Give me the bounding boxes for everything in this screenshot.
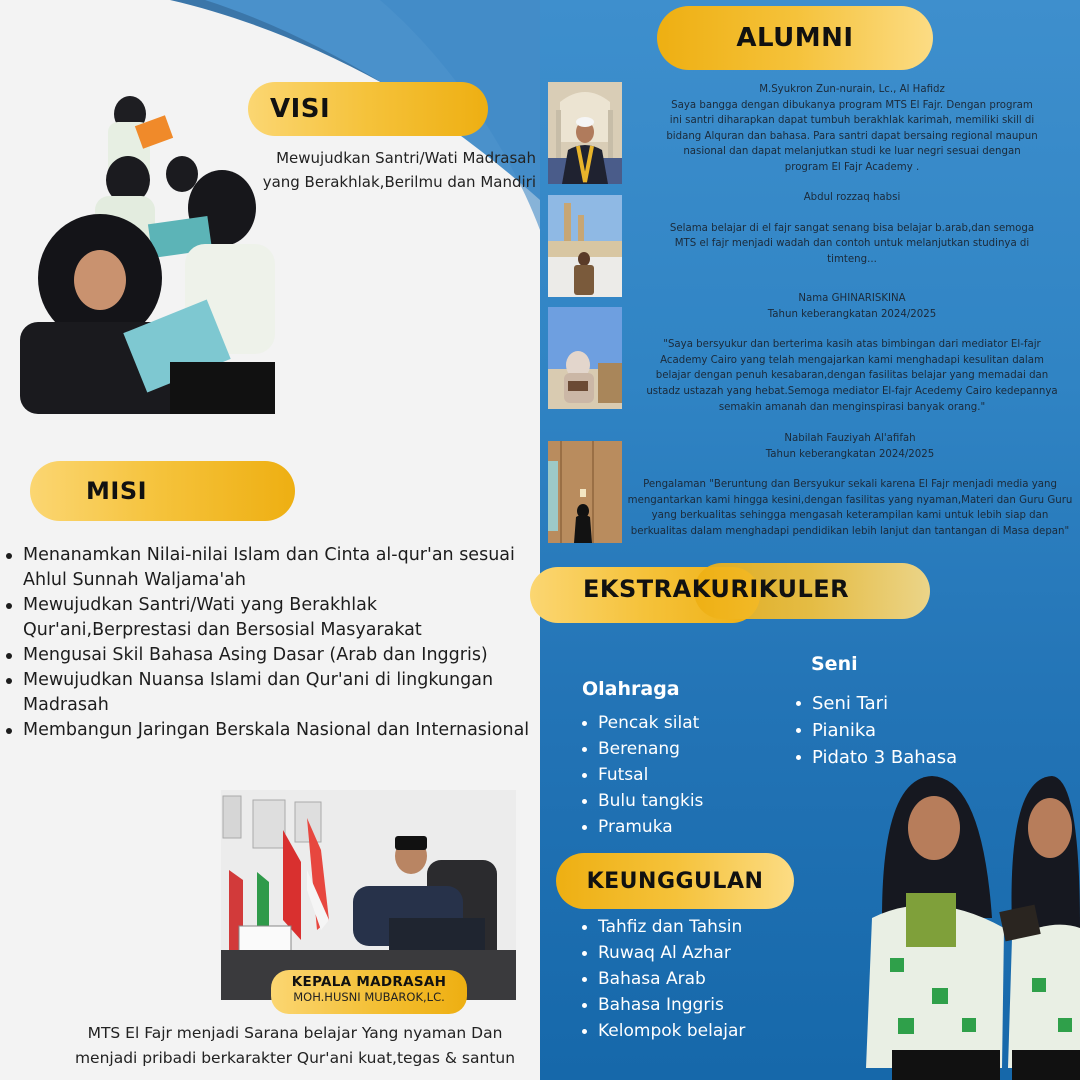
keunggulan-heading-pill — [556, 853, 794, 909]
visi-heading-pill — [248, 82, 488, 136]
alumni-entry-2 — [624, 190, 1080, 267]
misi-heading: MISI — [86, 477, 148, 505]
keunggulan-item: Tahfiz dan Tahsin — [582, 914, 745, 940]
misi-list — [6, 543, 536, 743]
alumni-testimony: Pengalaman "Beruntung dan Bersyukur sekali karena El Fajr menjadi media yang mengantarkan kami hingga kesini,dengan fasilitas yang nyaman,Materi dan Guru Guru yang berkualitas sehingga mengasah keterampilan kami untuk lebih siap dan berkualitas dalam menghadapi pendidikan lebih lanjut dan tantangan di Masa depan" — [627, 479, 1073, 537]
seni-item: Seni Tari — [796, 690, 957, 717]
misi-item: Mengusai Skil Bahasa Asing Dasar (Arab dan Inggris) — [6, 643, 536, 668]
alumni-name: Nama GHINARISKINA — [798, 293, 906, 304]
seni-list — [796, 690, 957, 771]
olahraga-item: Berenang — [582, 736, 703, 762]
keunggulan-heading: KEUNGGULAN — [586, 868, 764, 894]
students-reading-photo — [20, 92, 275, 414]
alumni-entry-3 — [624, 291, 1080, 415]
kepala-title: KEPALA MADRASAH — [291, 974, 447, 990]
olahraga-heading: Olahraga — [582, 678, 680, 700]
olahraga-item: Futsal — [582, 762, 703, 788]
alumni-testimony: "Saya bersyukur dan berterima kasih atas bimbingan dari mediator El-fajr Academy Cairo yang telah mengajarkan kami menghadapi kesulitan dalam belajar dengan penuh kesabaran,dengan fasilitas belajar yang memadai dan ustadz ustazah yang hebat.Semoga mediator El-fajr Acedemy Cairo kedepannya semakin amanah dan menginspirasi banyak orang." — [646, 339, 1058, 413]
visi-heading: VISI — [270, 94, 331, 124]
olahraga-list — [582, 710, 703, 840]
seni-item: Pianika — [796, 717, 957, 744]
bottom-caption — [50, 1021, 540, 1071]
olahraga-item: Bulu tangkis — [582, 788, 703, 814]
misi-item: Membangun Jaringan Berskala Nasional dan Internasional — [6, 718, 536, 743]
alumni-name: Abdul rozzaq habsi — [803, 192, 901, 203]
alumni-testimony: Saya bangga dengan dibukanya program MTS El Fajr. Dengan program ini santri diharapkan dapat tumbuh berakhlak karimah, memiliki skill di bidang Alquran dan bahasa. Para santri dapat bersaing regional maupun nasional dan dapat melanjutkan studi ke luar negri sesuai dengan program El Fajr Academy . — [666, 99, 1038, 173]
caption-line-1: MTS El Fajr menjadi Sarana belajar Yang nyaman Dan — [87, 1024, 503, 1042]
olahraga-item: Pencak silat — [582, 710, 703, 736]
caption-line-2: menjadi pribadi berkarakter Qur'ani kuat,tegas & santun — [74, 1049, 516, 1067]
ekstra-heading: EKSTRAKURIKULER — [583, 575, 850, 603]
alumni-name: M.Syukron Zun-nurain, Lc., Al Hafidz — [759, 84, 945, 95]
alumni-entry-4 — [620, 431, 1080, 540]
keunggulan-item: Bahasa Inggris — [582, 992, 745, 1018]
alumni-year: Tahun keberangkatan 2024/2025 — [767, 308, 937, 320]
alumni-name: Nabilah Fauziyah Al'afifah — [784, 433, 916, 444]
misi-heading-pill — [30, 461, 295, 521]
alumni-testimony: Selama belajar di el fajr sangat senang bisa belajar b.arab,dan semoga MTS el fajr menjadi wadah dan contoh untuk melanjutkan studinya di timteng... — [669, 222, 1035, 265]
alumni-entry-1 — [624, 82, 1080, 176]
alumni-photo-2 — [548, 195, 622, 297]
alumni-photo-1 — [548, 82, 622, 184]
seni-heading: Seni — [811, 653, 858, 675]
misi-item: Menanamkan Nilai-nilai Islam dan Cinta al-qur'an sesuai Ahlul Sunnah Waljama'ah — [6, 543, 536, 593]
visi-line-1: Mewujudkan Santri/Wati Madrasah — [276, 149, 536, 167]
seni-item: Pidato 3 Bahasa — [796, 744, 957, 771]
alumni-photo-3 — [548, 307, 622, 409]
keunggulan-item: Kelompok belajar — [582, 1018, 745, 1044]
visi-line-2: yang Berakhlak,Berilmu dan Mandiri — [262, 173, 536, 191]
alumni-photo-4 — [548, 441, 622, 543]
kepala-madrasah-badge — [271, 970, 467, 1014]
two-students-photo — [862, 768, 1080, 1080]
keunggulan-list — [582, 914, 745, 1044]
misi-item: Mewujudkan Nuansa Islami dan Qur'ani di lingkungan Madrasah — [6, 668, 536, 718]
alumni-heading-pill — [657, 6, 933, 70]
alumni-heading: ALUMNI — [736, 23, 854, 53]
alumni-year: Tahun keberangkatan 2024/2025 — [765, 448, 935, 460]
olahraga-item: Pramuka — [582, 814, 703, 840]
visi-text — [236, 146, 536, 194]
kepala-madrasah-photo — [221, 790, 516, 1000]
keunggulan-item: Bahasa Arab — [582, 966, 745, 992]
kepala-name: MOH.HUSNI MUBAROK,LC. — [293, 990, 445, 1004]
misi-item: Mewujudkan Santri/Wati yang Berakhlak Qur'ani,Berprestasi dan Bersosial Masyarakat — [6, 593, 536, 643]
keunggulan-item: Ruwaq Al Azhar — [582, 940, 745, 966]
